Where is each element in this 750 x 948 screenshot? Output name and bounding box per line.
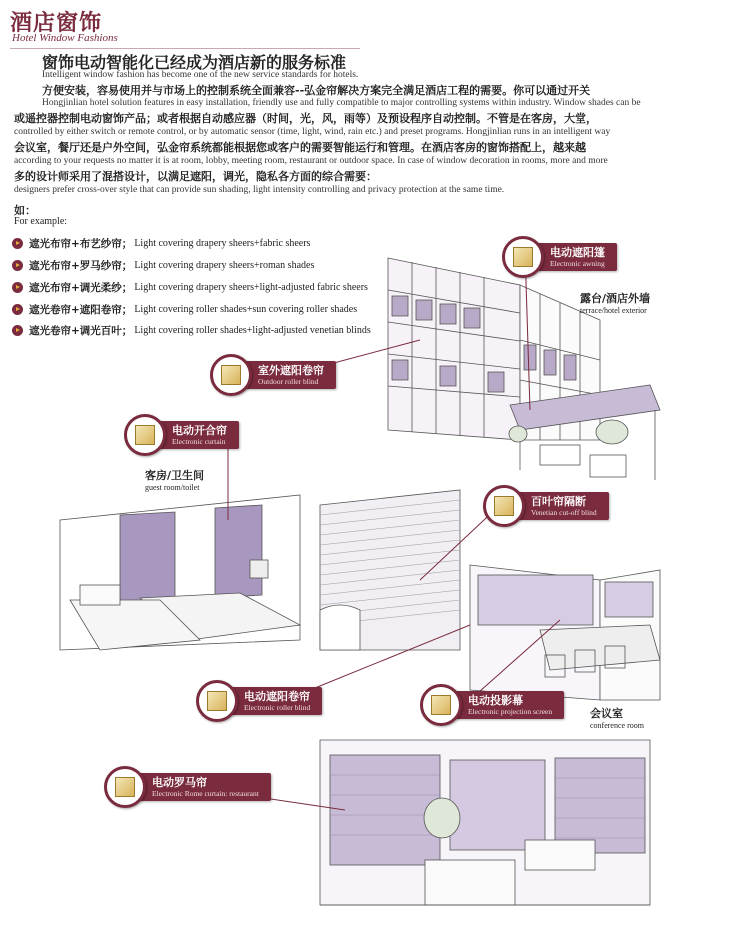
- example-label-cn: 如：: [14, 204, 36, 217]
- body-line: designers prefer cross-over style that can provide sun shading, light intensity controlling and privacy protection at the same time.: [14, 185, 505, 195]
- body-line: 会议室，餐厅还是户外空间，弘金帘系统都能根据您或客户的需要智能运行和管理。在酒店客房的窗饰搭配上，越来越: [14, 141, 586, 154]
- place-conference-room: 会议室 conference room: [590, 707, 644, 730]
- venetian-blind-icon: [483, 485, 525, 527]
- body-line: 或遥控器控制电动窗饰产品；或者根据自动感应器（时间，光，风，雨等）及预设程序自动控制。不管是在客房，大堂，: [14, 112, 597, 125]
- curtain-icon: [124, 414, 166, 456]
- list-item: 遮光布帘+布艺纱帘； Light covering drapery sheers+fabric sheers: [12, 235, 310, 251]
- list-item: 遮光布帘+罗马纱帘； Light covering drapery sheers+roman shades: [12, 257, 314, 273]
- place-guest-room: 客房/卫生间 guest room/toilet: [145, 469, 205, 492]
- roman-shade-icon: [104, 766, 146, 808]
- restaurant-illustration: [320, 740, 650, 905]
- body-line: according to your requests no matter it is at room, lobby, meeting room, restaurant or outdoor space. In case of window decoration in rooms, more and more: [14, 156, 608, 166]
- callout-outdoor-roller-blind: 室外遮阳卷帘 Outdoor roller blind: [210, 354, 336, 396]
- callout-electronic-awning: 电动遮阳篷 Electronic awning: [502, 236, 617, 278]
- list-item: 遮光卷帘+遮阳卷帘； Light covering roller shades+sun covering roller shades: [12, 301, 357, 317]
- body-line: controlled by either switch or remote control, or by automatic sensor (time, light, wind, rain etc.) and preset programs. Hongjinlian runs in an intelligent way: [14, 127, 611, 137]
- body-line: 方便安装，容易使用并与市场上的控制系统全面兼容--弘金帘解决方案完全满足酒店工程的需要。你可以通过开关: [42, 84, 591, 97]
- callout-electronic-curtain: 电动开合帘 Electronic curtain: [124, 414, 239, 456]
- roller-blind-icon: [196, 680, 238, 722]
- body-line: Hongjinlian hotel solution features in easy installation, friendly use and fully compatible to major controlling systems within industry. Window shades can be: [42, 98, 641, 108]
- callout-projection-screen: 电动投影幕 Electronic projection screen: [420, 684, 564, 726]
- list-item: 遮光卷帘+调光百叶； Light covering roller shades+light-adjusted venetian blinds: [12, 322, 371, 338]
- headline: 窗饰电动智能化已经成为酒店新的服务标准: [42, 53, 347, 72]
- conference-room-illustration: [470, 565, 660, 700]
- roller-blind-icon: [210, 354, 252, 396]
- body-line: Intelligent window fashion has become one of the new service standards for hotels.: [42, 70, 359, 80]
- list-item: 遮光布帘+调光柔纱； Light covering drapery sheers+light-adjusted fabric sheers: [12, 279, 368, 295]
- guest-room-illustration: [60, 490, 460, 650]
- example-label-en: For example:: [14, 216, 68, 227]
- brand-title-cn: 酒店窗饰: [10, 10, 103, 36]
- place-terrace: 露台/酒店外墙 terrace/hotel exterior: [580, 292, 651, 315]
- awning-icon: [502, 236, 544, 278]
- callout-roman-curtain: 电动罗马帘 Electronic Rome curtain: restaurant: [104, 766, 271, 808]
- projection-screen-icon: [420, 684, 462, 726]
- brand-title-en: Hotel Window Fashions: [12, 32, 118, 44]
- callout-electronic-roller-blind: 电动遮阳卷帘 Electronic roller blind: [196, 680, 322, 722]
- body-line: 多的设计师采用了混搭设计，以满足遮阳，调光，隐私各方面的综合需要：: [14, 170, 377, 183]
- callout-venetian-blind: 百叶帘隔断 Venetian cut-off blind: [483, 485, 609, 527]
